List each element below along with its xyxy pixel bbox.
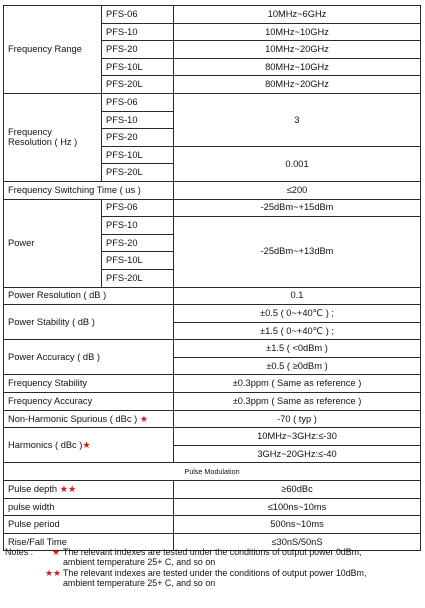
model-cell: PFS-20L [102,164,174,182]
model-cell: PFS-20 [102,129,174,147]
value-cell: -25dBm~+15dBm [174,199,421,217]
table-row [4,393,421,411]
table-row [4,287,421,305]
model-cell: PFS-06 [102,93,174,111]
table-row [4,6,421,24]
table-row [4,199,421,217]
power-label: Power [4,199,102,287]
value-cell: 0.001 [174,146,421,181]
value-cell: 10MHz~3GHz:≤-30 [174,428,421,446]
value-cell: ≤200 [174,181,421,199]
value-cell: ±1.5 ( <0dBm ) [174,340,421,358]
value-cell: ≥60dBc [174,481,421,499]
value-cell: 80MHz~20GHz [174,76,421,94]
value-cell: -25dBm~+13dBm [174,217,421,287]
freq-range-label: Frequency Range [4,6,102,94]
model-cell: PFS-20 [102,234,174,252]
table-row [4,340,421,358]
value-cell: 3GHz~20GHz:≤-40 [174,445,421,463]
model-cell: PFS-10L [102,252,174,270]
double-star-icon: ★★ [45,567,61,578]
pulse-period-label: Pulse period [4,516,174,534]
notes-prefix: Notes : [5,547,34,557]
harmonics-label-text: Harmonics ( dBc ) [8,440,83,450]
switching-time-label: Frequency Switching Time ( us ) [4,181,174,199]
value-cell: -70 ( typ ) [174,410,421,428]
table-row [4,516,421,534]
spec-table [3,5,421,551]
model-cell: PFS-20L [102,269,174,287]
value-cell: ≤30nS/50nS [174,533,421,551]
table-row [4,93,421,111]
section-header-row [4,463,421,481]
note-text: ambient temperature 25+ C, and so on [63,578,216,589]
value-cell: ±0.3ppm ( Same as reference ) [174,375,421,393]
freq-resolution-label: Frequency Resolution ( Hz ) [4,93,102,181]
pulse-depth-label [4,481,174,499]
note-row [5,557,420,567]
power-resolution-label: Power Resolution ( dB ) [4,287,174,305]
model-cell: PFS-10 [102,23,174,41]
value-cell: 10MHz~20GHz [174,41,421,59]
model-cell: PFS-06 [102,6,174,24]
note-row [5,578,420,588]
model-cell: PFS-10L [102,146,174,164]
table-row [4,428,421,446]
model-cell: PFS-10 [102,111,174,129]
pulse-section-title: Pulse Modulation [4,463,421,481]
value-cell: 10MHz~10GHz [174,23,421,41]
pulse-width-label: pulse width [4,498,174,516]
power-stability-label: Power Stability ( dB ) [4,305,174,340]
table-row [4,481,421,499]
value-cell: ±1.5 ( 0~+40℃ ) ; [174,322,421,340]
table-row [4,410,421,428]
note-text: The relevant indexes are tested under the conditions of output power 10dBm, [63,567,367,578]
table-row [4,375,421,393]
star-icon: ★ [82,440,91,450]
value-cell: 0.1 [174,287,421,305]
star-icon: ★ [139,413,149,424]
power-accuracy-label: Power Accuracy ( dB ) [4,340,174,375]
table-row [4,305,421,323]
table-row [4,498,421,516]
harmonics-label [4,428,174,463]
value-cell: ≤100ns~10ms [174,498,421,516]
star-icon: ★ [52,547,60,557]
model-cell: PFS-06 [102,199,174,217]
note-row [5,568,420,578]
double-star-icon: ★★ [59,483,77,494]
value-cell: ±0.3ppm ( Same as reference ) [174,393,421,411]
note-text: ambient temperature 25+ C, and so on [63,557,216,568]
value-cell: 80MHz~10GHz [174,58,421,76]
model-cell: PFS-20 [102,41,174,59]
value-cell: ±0.5 ( ≥0dBm ) [174,357,421,375]
value-cell: 10MHz~6GHz [174,6,421,24]
note-text: The relevant indexes are tested under the conditions of output power 0dBm, [63,547,362,557]
rise-fall-label: Rise/Fall Time [4,533,174,551]
value-cell: 3 [174,93,421,146]
freq-accuracy-label: Frequency Accuracy [4,393,174,411]
table-row [4,181,421,199]
freq-stability-label: Frequency Stability [4,375,174,393]
model-cell: PFS-20L [102,76,174,94]
model-cell: PFS-10L [102,58,174,76]
note-row [5,547,420,557]
model-cell: PFS-10 [102,217,174,235]
spurious-label-text: Non-Harmonic Spurious ( dBc ) [8,413,138,424]
value-cell: 500ns~10ms [174,516,421,534]
notes-block [5,547,420,589]
value-cell: ±0.5 ( 0~+40℃ ) ; [174,305,421,323]
pulse-depth-label-text: Pulse depth [8,483,58,494]
spurious-label [4,410,174,428]
